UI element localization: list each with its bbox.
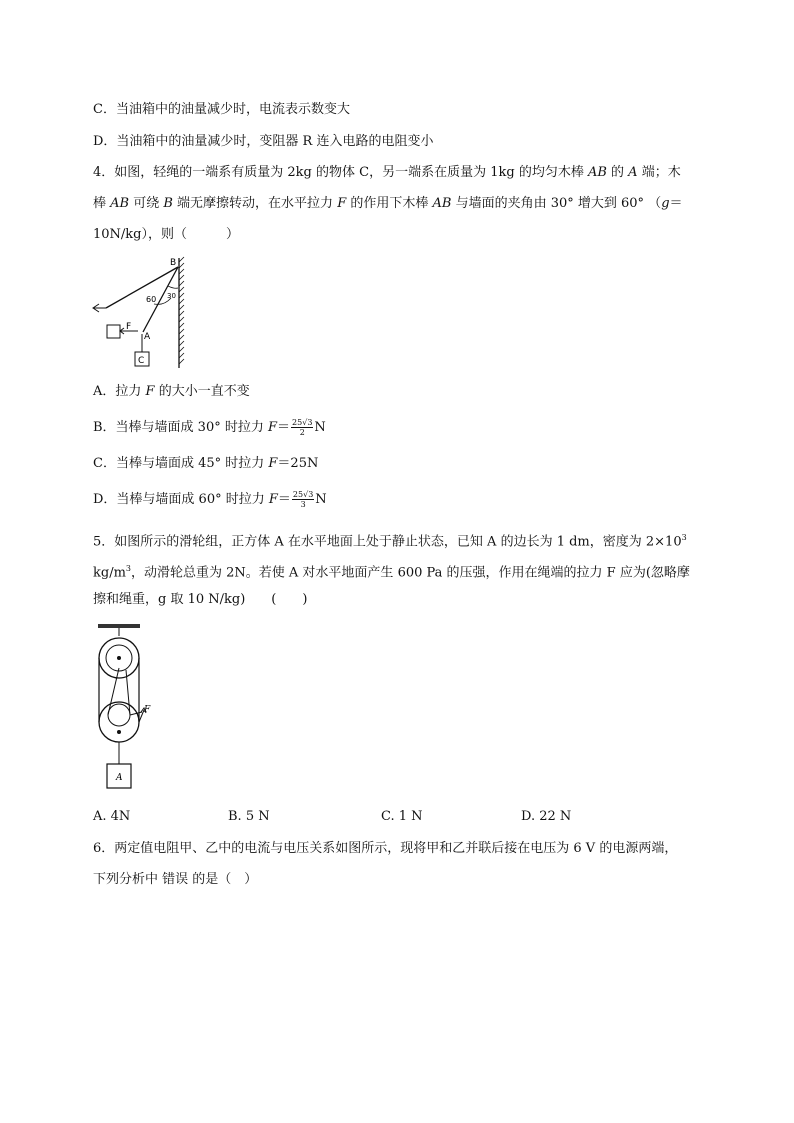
q4-stem-line2: 棒 AB 可绕 B 端无摩擦转动，在水平拉力 F 的作用下木棒 AB 与墙面的夹角由 30° 增大到 60° （g＝ xyxy=(93,196,683,211)
fraction-d: $\frac{25√3}{3}$ xyxy=(292,490,314,509)
q6-stem-line2: 下列分析中 错误 的是（ ） xyxy=(93,872,258,887)
box-left xyxy=(107,325,120,338)
q5-option-d: D. 22 N xyxy=(521,809,572,824)
label-60: 60 xyxy=(146,295,157,304)
q5-option-a: A. 4N xyxy=(93,809,131,824)
wall-hatching xyxy=(179,257,184,364)
q5-stem-line2: $kg/m^3$，动滑轮总重为 2N。若使 A 对水平地面产生 600 Pa 的压强，作用在绳端的拉力 F 应为(忽略摩 xyxy=(93,564,690,581)
label-a: A xyxy=(116,773,123,783)
q5-stem-line3: 擦和绳重，g 取 10 N/kg) ( ) xyxy=(93,592,308,607)
ceiling-bar xyxy=(98,624,140,628)
movable-pulley-axle xyxy=(117,730,121,734)
q4-option-a: A．拉力 F 的大小一直不变 xyxy=(93,384,250,399)
label-b: B xyxy=(170,258,177,268)
movable-pulley-inner xyxy=(108,704,130,726)
label-30: 30 xyxy=(167,292,176,300)
q5-option-c: C. 1 N xyxy=(381,809,423,824)
fixed-pulley-axle xyxy=(117,656,121,660)
q6-stem-line1: 6．两定值电阻甲、乙中的电流与电压关系如图所示，现将甲和乙并联后接在电压为 6 V 的电源两端， xyxy=(93,841,678,856)
q4-option-b: B．当棒与墙面成 30° 时拉力 F＝ $\frac{25√3}{2}$ N xyxy=(93,418,326,437)
q4-stem-line3: 10N/kg），则（ ） xyxy=(93,227,239,242)
label-a: A xyxy=(144,332,151,342)
fraction-b: $\frac{25√3}{2}$ xyxy=(292,418,313,437)
label-f: F xyxy=(144,705,151,715)
q4-stem-line1: 4．如图，轻绳的一端系有质量为 2kg 的物体 C，另一端系在质量为 1kg 的均匀木棒 AB 的 A 端；木 xyxy=(93,165,681,180)
label-c: C xyxy=(138,356,145,366)
q3-option-c: C．当油箱中的油量减少时，电流表示数变大 xyxy=(93,102,350,117)
movable-pulley-outer xyxy=(99,702,139,742)
q3-option-d: D．当油箱中的油量减少时，变阻器 R 连入电路的电阻变小 xyxy=(93,134,434,149)
angle-arc-30 xyxy=(168,286,178,288)
q4-option-c: C．当棒与墙面成 45° 时拉力 F＝25N xyxy=(93,456,319,471)
q4-lever-figure xyxy=(88,256,198,372)
q5-pulley-figure xyxy=(92,622,162,792)
q5-option-b: B. 5 N xyxy=(228,809,270,824)
q4-option-d: D．当棒与墙面成 60° 时拉力 F＝ $\frac{25√3}{3}$ N xyxy=(93,490,327,509)
q5-stem-line1: 5．如图所示的滑轮组，正方体 A 在水平地面上处于静止状态，已知 A 的边长为 1 dm，密度为 $2\times 10^3$ xyxy=(93,533,687,550)
label-f: F xyxy=(126,322,132,332)
